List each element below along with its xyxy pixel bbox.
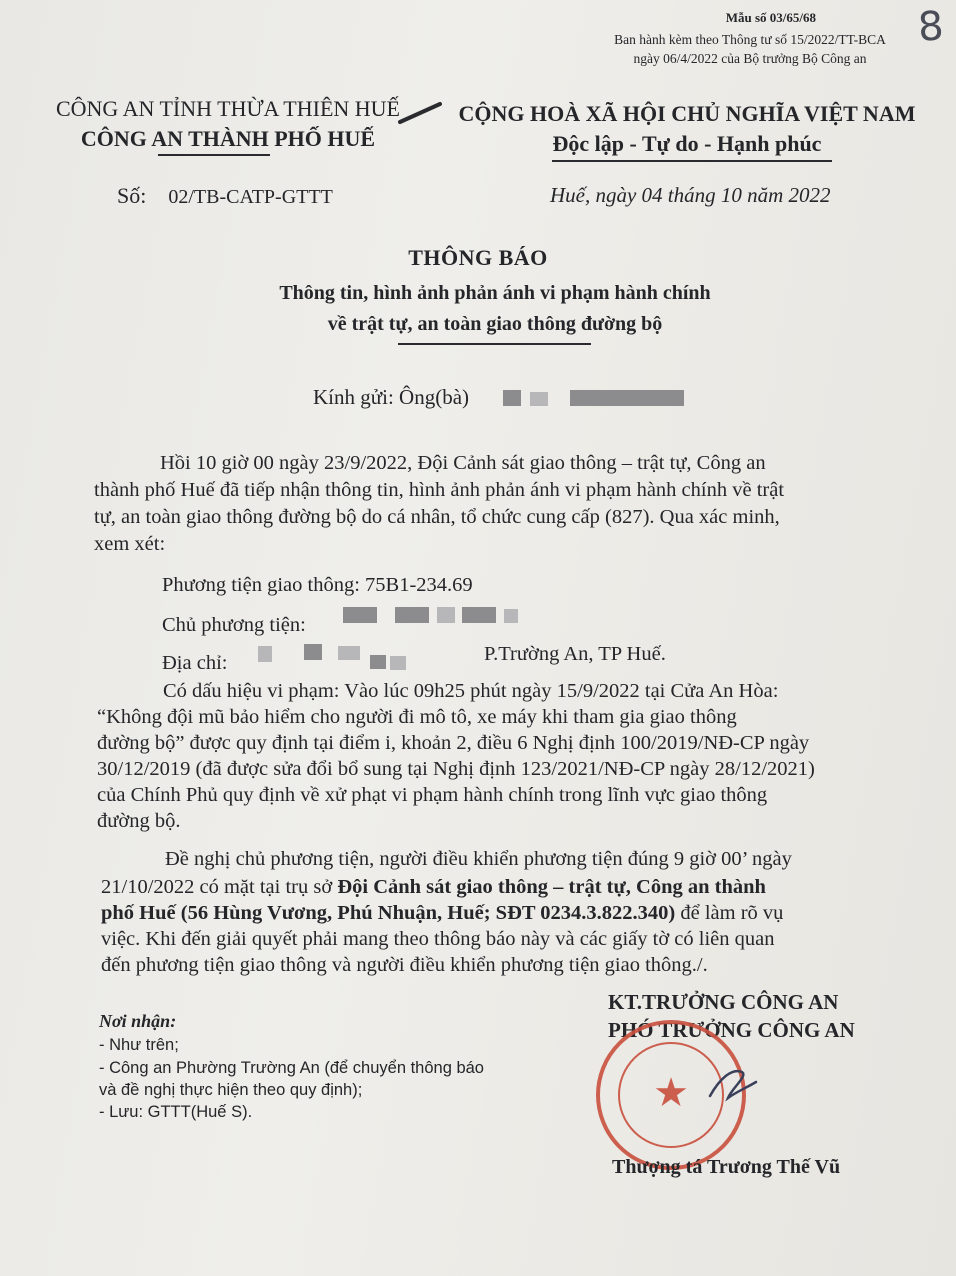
redaction-block (390, 656, 406, 670)
redaction-block (258, 646, 272, 662)
redaction-block (395, 607, 429, 623)
agency-line2: CÔNG AN THÀNH PHỐ HUẾ (80, 126, 376, 151)
owner-label: Chủ phương tiện: (162, 614, 306, 636)
violation-line: Có dấu hiệu vi phạm: Vào lúc 09h25 phút ngày 15/9/2022 tại Cửa An Hòa: (163, 680, 779, 702)
place-date: Huế, ngày 04 tháng 10 năm 2022 (550, 183, 831, 207)
national-underline (552, 160, 832, 162)
greeting: Kính gửi: Ông(bà) (313, 385, 470, 409)
national-motto-line1: CỘNG HOÀ XÃ HỘI CHỦ NGHĨA VIỆT NAM (458, 101, 916, 126)
redaction-block (530, 392, 548, 406)
request-text: để làm rõ vụ (680, 902, 784, 924)
redaction-block (570, 390, 684, 406)
issued-note-line2: ngày 06/4/2022 của Bộ trưởng Bộ Công an (633, 51, 867, 66)
violation-line: của Chính Phủ quy định về xử phạt vi phạm hành chính trong lĩnh vực giao thông (97, 784, 768, 806)
subtitle-underline (398, 343, 591, 345)
vehicle-label: Phương tiện giao thông: (162, 574, 360, 596)
signer-name: Thượng tá Trương Thế Vũ (612, 1156, 841, 1178)
request-line: việc. Khi đến giải quyết phải mang theo thông báo này và các giấy tờ có liên quan (101, 928, 775, 950)
recipient-item: và đề nghị thực hiện theo quy định); (99, 1081, 363, 1099)
agency-line1: CÔNG AN TỈNH THỪA THIÊN HUẾ (55, 96, 400, 121)
redaction-block (504, 609, 518, 623)
violation-line: “Không đội mũ bảo hiểm cho người đi mô tô, xe máy khi tham gia giao thông (97, 706, 737, 728)
page-title: THÔNG BÁO (408, 245, 548, 270)
body-line: Hồi 10 giờ 00 ngày 23/9/2022, Đội Cảnh sát giao thông – trật tự, Công an (160, 452, 766, 474)
agency-underline (158, 154, 270, 156)
issued-note (590, 30, 910, 68)
document-number-value: 02/TB-CATP-GTTT (168, 186, 333, 208)
request-line: Đề nghị chủ phương tiện, người điều khiển phương tiện đúng 9 giờ 00’ ngày (165, 848, 792, 870)
subtitle-line2: về trật tự, an toàn giao thông đường bộ (327, 313, 663, 335)
handwritten-page-mark: 8 (916, 3, 946, 51)
address-tail: P.Trường An, TP Huế. (484, 643, 666, 665)
redaction-block (437, 607, 455, 623)
redaction-block (338, 646, 360, 660)
redaction-block (503, 390, 521, 406)
violation-line: 30/12/2019 (đã được sửa đổi bổ sung tại Nghị định 123/2021/NĐ-CP ngày 28/12/2021) (97, 758, 815, 780)
violation-line: đường bộ” được quy định tại điểm i, khoản 2, điều 6 Nghị định 100/2019/NĐ-CP ngày (97, 732, 810, 754)
handwritten-signature-icon (702, 1058, 762, 1118)
seal-mark-icon (396, 98, 446, 128)
national-motto-line2: Độc lập - Tự do - Hạnh phúc (552, 131, 822, 156)
redaction-block (343, 607, 377, 623)
request-text: 21/10/2022 có mặt tại trụ sở (101, 876, 333, 898)
redaction-block (370, 655, 386, 669)
violation-line: đường bộ. (97, 810, 181, 832)
redaction-block (462, 607, 496, 623)
subtitle-line1: Thông tin, hình ảnh phản ánh vi phạm hành chính (279, 282, 711, 304)
signature-title-line2: PHÓ TRƯỞNG CÔNG AN (608, 1018, 855, 1042)
vehicle-row (162, 574, 473, 597)
recipient-item: - Lưu: GTTT(Huế S). (99, 1103, 253, 1121)
recipient-item: - Công an Phường Trường An (để chuyển thông báo (99, 1059, 484, 1077)
recipient-item: - Như trên; (99, 1036, 179, 1054)
body-line: xem xét: (94, 533, 166, 555)
document-number (117, 183, 333, 209)
request-bold-text: phố Huế (56 Hùng Vương, Phú Nhuận, Huế; SĐT 0234.3.822.340) (101, 902, 676, 924)
document-number-label: Số: (117, 183, 147, 208)
signature-title-line1: KT.TRƯỞNG CÔNG AN (608, 990, 839, 1014)
issued-note-line1: Ban hành kèm theo Thông tư số 15/2022/TT-BCA (614, 32, 886, 47)
vehicle-plate: 75B1-234.69 (365, 574, 473, 596)
request-line (101, 876, 766, 899)
request-line: đến phương tiện giao thông và người điều khiển phương tiện giao thông./. (101, 954, 708, 976)
request-bold-text: Đội Cảnh sát giao thông – trật tự, Công an thành (337, 876, 766, 898)
address-label: Địa chỉ: (162, 652, 228, 674)
recipients-label: Nơi nhận: (99, 1011, 177, 1031)
body-line: thành phố Huế đã tiếp nhận thông tin, hình ảnh phản ánh vi phạm hành chính về trật (94, 479, 785, 501)
form-number: Mẫu số 03/65/68 (725, 10, 816, 25)
request-line (101, 902, 783, 925)
redaction-block (304, 644, 322, 660)
body-line: tự, an toàn giao thông đường bộ do cá nhân, tổ chức cung cấp (827). Qua xác minh, (94, 506, 780, 528)
stamp-star-icon: ★ (653, 1070, 689, 1116)
